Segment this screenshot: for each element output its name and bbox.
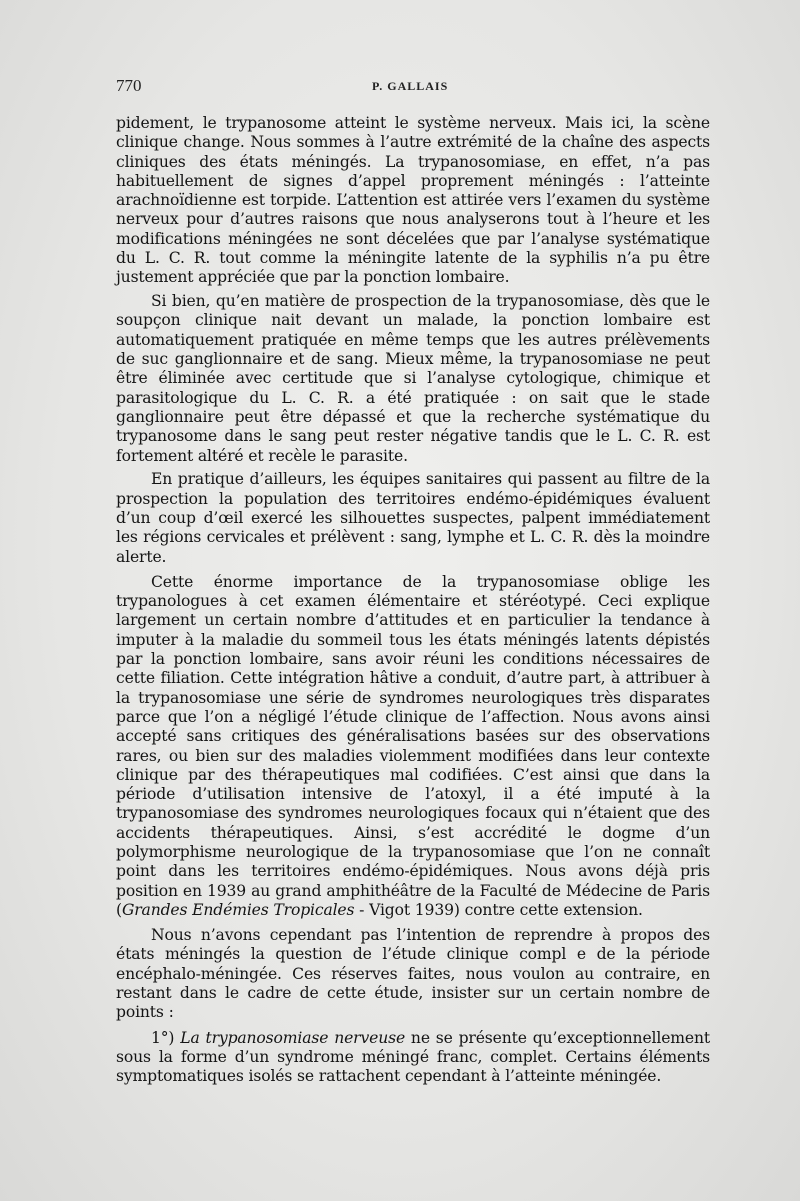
paragraph: Nous n’avons cependant pas l’intention de reprendre à propos des états méningés la question de l’étude clinique compl e de la période encéphalo-méningée. Ces réserves faites, nous voulon au contraire, en restant dans le cadre de cette étude, insister sur un certain nombre de points :: [116, 926, 710, 1022]
paragraph-text: Cette énorme importance de la trypanosomiase oblige les trypanologues à cet examen élémentaire et stéréotypé. Ceci explique largement un certain nombre d’attitudes et en particulier la tendance à imputer à la maladie du sommeil tous les états méningés latents dépistés par la ponction lombaire, sans avoir réuni les conditions nécessaires de cette filiation. Cette intégration hâtive a conduit, d’autre part, à attribuer à la trypanosomiase une série de syndromes neurologiques très disparates parce que l’on a négligé l’étude clinique de l’affection. Nous avons ainsi accepté sans critiques des généralisations basées sur des observations rares, ou bien sur des maladies violemment modifiées dans leur contexte clinique par des thérapeutiques mal codifiées. C’est ainsi que dans la période d’utilisation intensive de l’atoxyl, il a été imputé à la trypanosomiase des syndromes neurologiques focaux qui n’étaient que des accidents thérapeutiques. Ainsi, s’est accrédité le dogme d’un polymorphisme neurologique de la trypanosomiase que l’on ne connaît point dans les territoires endémo-épidémiques. Nous avons déjà pris position en 1939 au grand amphithéâtre de la Faculté de Médecine de Paris (: [116, 572, 710, 919]
paragraph: pidement, le trypanosome atteint le système nerveux. Mais ici, la scène clinique change. Nous sommes à l’autre extrémité de la chaîne des aspects cliniques des états méningés. La trypanosomiase, en effet, n’a pas habituellement de signes d’appel proprement méningés : l’atteinte arachnoïdienne est torpide. L’attention est attirée vers l’examen du système nerveux pour d’autres raisons que nous analyserons tout à l’heure et les modifications méningées ne sont décelées que par l’analyse systématique du L. C. R. tout comme la méningite latente de la syphilis n’a pu être justement appréciée que par la ponction lombaire.: [116, 114, 710, 287]
book-title: Grandes Endémies Tropicales: [121, 900, 355, 919]
paragraph: [116, 573, 710, 920]
body-text: [116, 114, 710, 1091]
paragraph-text: ne se présente qu’exceptionnellement sous la forme d’un syndrome méningé franc, complet. Certains éléments symptomatiques isolés se rattachent cependant à l’atteinte méningée.: [116, 1028, 710, 1086]
page-header: [116, 76, 710, 100]
paragraph: Si bien, qu’en matière de prospection de la trypanosomiase, dès que le soupçon clinique nait devant un malade, la ponction lombaire est automatiquement pratiquée en même temps que les autres prélèvements de suc ganglionnaire et de sang. Mieux même, la trypanosomiase ne peut être éliminée avec certitude que si l’analyse cytologique, chimique et parasitologique du L. C. R. a été pratiquée : on sait que le stade ganglionnaire peut être dépassé et que la recherche systématique du trypanosome dans le sang peut rester négative tandis que le L. C. R. est fortement altéré et recèle le parasite.: [116, 292, 710, 465]
paragraph-text: - Vigot 1939) contre cette extension.: [354, 900, 643, 919]
numbered-paragraph: [116, 1029, 710, 1087]
item-heading: La trypanosomiase nerveuse: [180, 1028, 406, 1047]
item-number: 1°): [151, 1028, 181, 1047]
paragraph: En pratique d’ailleurs, les équipes sanitaires qui passent au filtre de la prospection la population des territoires endémo-épidémiques évaluent d’un coup d’œil exercé les silhouettes suspectes, palpent immédiatement les régions cervicales et prélèvent : sang, lymphe et L. C. R. dès la moindre alerte.: [116, 470, 710, 566]
running-head: P. GALLAIS: [372, 79, 449, 93]
page-number: 770: [116, 76, 142, 95]
